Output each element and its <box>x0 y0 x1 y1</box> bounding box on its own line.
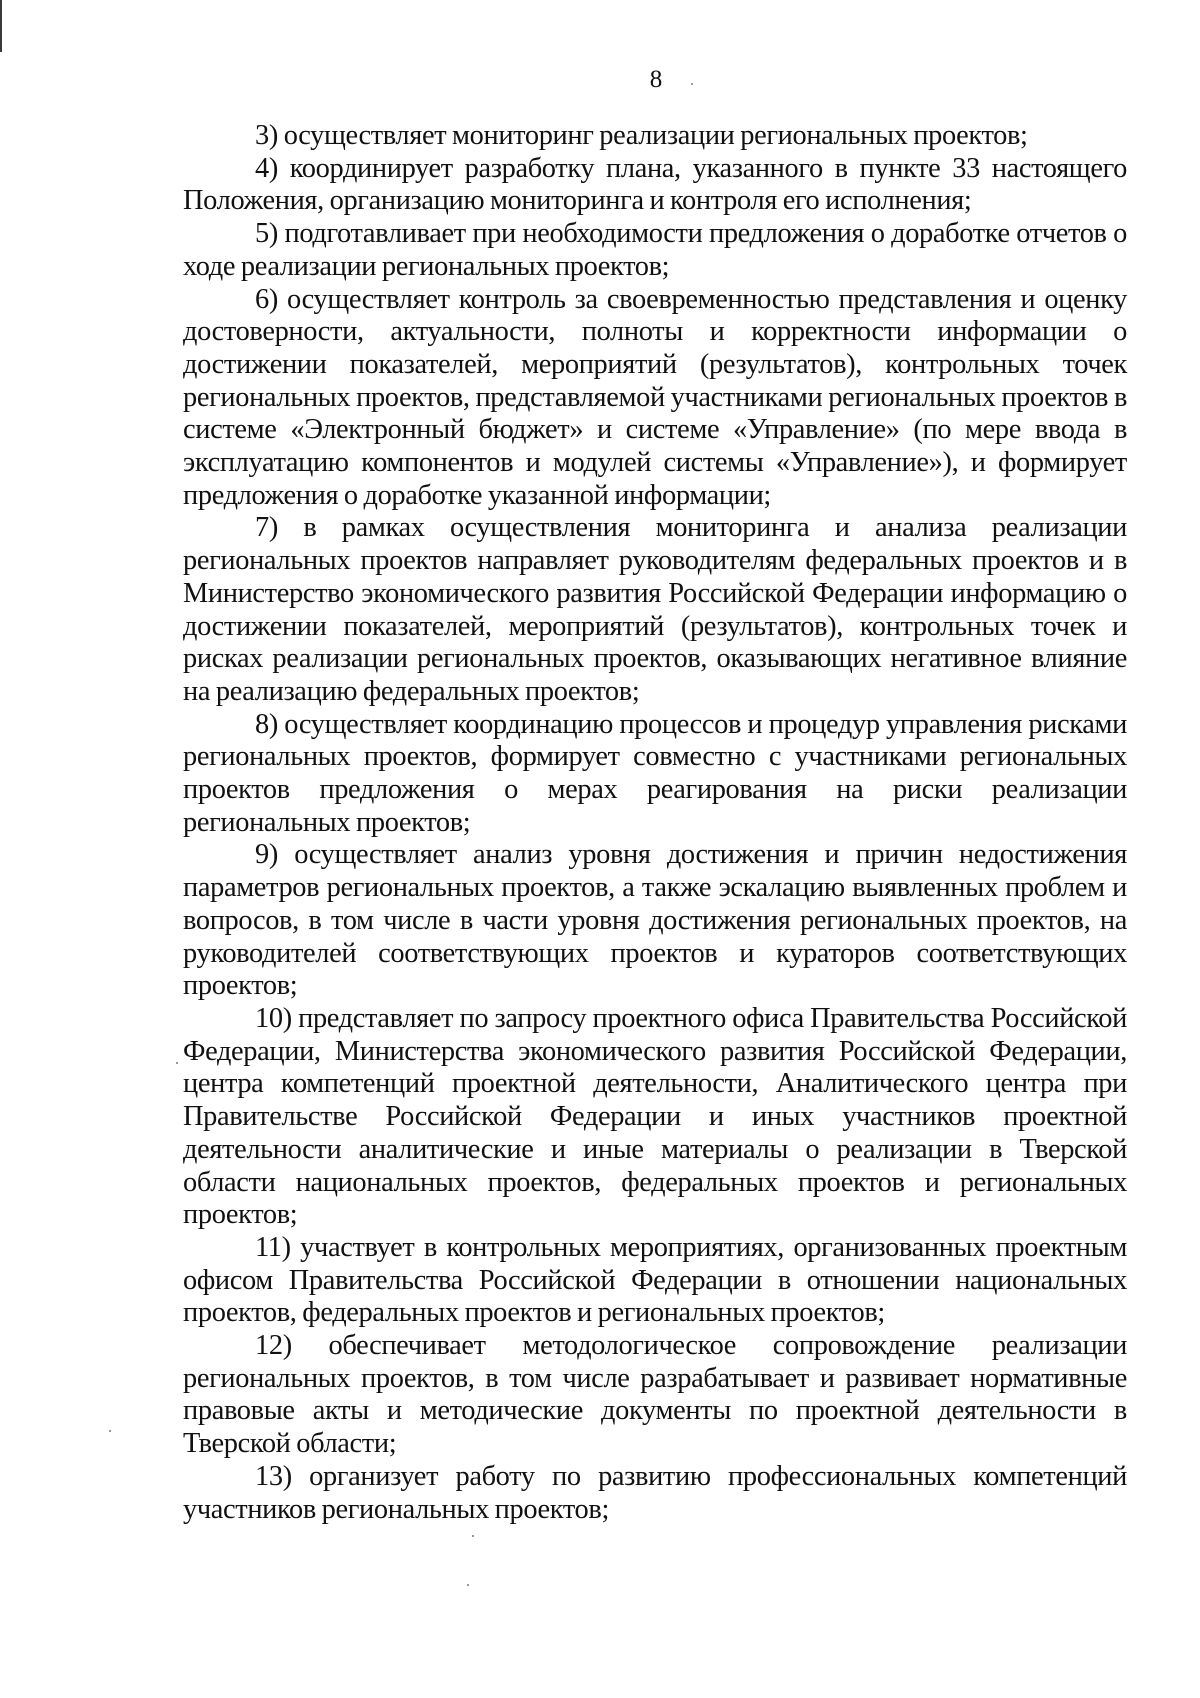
paragraph-item-12: 12) обеспечивает методологическое сопровождение реализации региональных проектов, в том числе разрабатывает и развивает нормативные правовые акты и методические документы по проектной деятельности в Тверской области; <box>183 1330 1127 1460</box>
scan-speck <box>109 1430 111 1432</box>
paragraph-item-8: 8) осуществляет координацию процессов и процедур управления рисками региональных проектов, формирует совместно с участниками региональных проектов предложения о мерах реагирования на риски реализации региональных проектов; <box>183 708 1127 838</box>
paragraph-item-4: 4) координирует разработку плана, указанного в пункте 33 настоящего Положения, организацию мониторинга и контроля его исполнения; <box>183 152 1127 217</box>
paragraph-item-11: 11) участвует в контрольных мероприятиях, организованных проектным офисом Правительства Российской Федерации в отношении национальных проектов, федеральных проектов и региональных проектов; <box>183 1231 1127 1329</box>
paragraph-item-10: 10) представляет по запросу проектного офиса Правительства Российской Федерации, Министерства экономического развития Российской Федерации, центра компетенций проектной деятельности, Аналитического центра при Правительстве Российской Федерации и иных участников проектной деятельности аналитические и иные материалы о реализации в Тверской области национальных проектов, федеральных проектов и региональных проектов; <box>183 1002 1127 1231</box>
page-number: 8 <box>649 66 663 93</box>
scan-speck <box>691 83 693 85</box>
scan-speck <box>472 1535 474 1537</box>
scan-edge-mark <box>0 0 2 52</box>
document-body <box>183 120 1127 1526</box>
paragraph-item-3: 3) осуществляет мониторинг реализации региональных проектов; <box>255 120 1028 151</box>
paragraph-item-5: 5) подготавливает при необходимости предложения о доработке отчетов о ходе реализации региональных проектов; <box>183 218 1127 282</box>
paragraph-item-6: 6) осуществляет контроль за своевременностью представления и оценку достоверности, актуальности, полноты и корректности информации о достижении показателей, мероприятий (результатов), контрольных точек региональных проектов, представляемой участниками региональных проектов в системе «Электронный бюджет» и системе «Управление» (по мере ввода в эксплуатацию компонентов и модулей системы «Управление»), и формирует предложения о доработке указанной информации; <box>183 283 1127 511</box>
paragraph-item-13: 13) организует работу по развитию профессиональных компетенций участников региональных проектов; <box>183 1460 1127 1525</box>
paragraph-item-9: 9) осуществляет анализ уровня достижения и причин недостижения параметров региональных проектов, а также эскалацию выявленных проблем и вопросов, в том числе в части уровня достижения региональных проектов, на руководителей соответствующих проектов и кураторов соответствующих проектов; <box>183 839 1127 1002</box>
scan-speck <box>467 1584 469 1586</box>
scan-speck <box>176 1062 178 1064</box>
paragraph-item-7: 7) в рамках осуществления мониторинга и анализа реализации региональных проектов направляет руководителям федеральных проектов и в Министерство экономического развития Российской Федерации информацию о достижении показателей, мероприятий (результатов), контрольных точек и рисках реализации региональных проектов, оказывающих негативное влияние на реализацию федеральных проектов; <box>183 512 1127 707</box>
